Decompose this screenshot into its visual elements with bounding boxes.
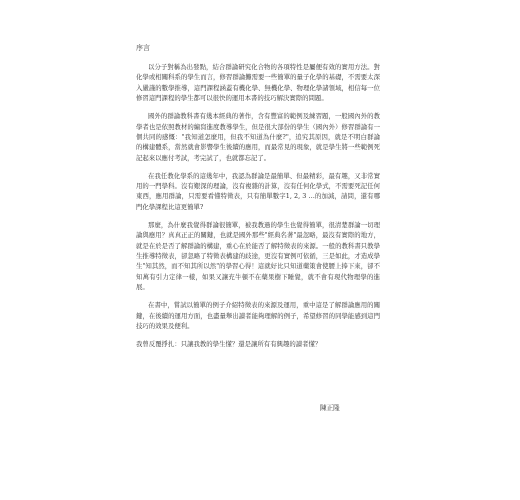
paragraph: 在書中，嘗試以簡單的例子介紹特徵表的來源及運用，重中這是了解群論應用的關鍵，在後續的運用方面，也盡量舉出讀者能夠理解的例子，希望修習的同學能感到這門技巧的效果及便利。 bbox=[136, 301, 380, 330]
paragraph: 國外的群論教科書有幾本經典的著作，含有豐富的範例及練習題，一般國內外的教學者也是依照教材的編寫進度教導學生，但是很大部份的學生（國內外）修習群論有一個共同的感慨："我知道怎麼用，但我不知道為什麼?"，追究其原因，就是不明白群論的構建體系，當然就會影響學生後續的應用，而最常見的現象，就是學生將一些範例死記起來以應付考試，考完試了，也就都忘記了。 bbox=[136, 112, 380, 162]
paragraph: 以分子對稱為出發點，結合群論研究化合物的各項特性是屬便有效的實用方法。對化學或相關科系的學生而言，修習群論攤需要一些簡單的量子化學的基礎，不需要太深入嚴謹的數學推導，這門課程涵蓋有機化學、無機化學、物理化學諸領域，相信每一位修習這門課程的學生都可以很快的運用本書的技巧解決實際的問題。 bbox=[136, 63, 380, 103]
preface-body bbox=[136, 62, 380, 357]
page-heading: 序言 bbox=[136, 44, 150, 52]
closing-line: 我曾反覆掙扎：只讓我教的學生懂？還是讓所有有興趣的讀者懂？ bbox=[136, 339, 322, 348]
paragraph: 在我任教化學系的這幾年中，我認為群論是最簡單、但最精彩，最有趣，又非常實用的一門學科。沒有艱深的理論，沒有複雜的計算，沒有任何化學式，不需要死記任何東西，應用群論，只需要看懂特徵表，只有簡單數字1, 2, 3 …的加減，請問，還有哪門化學課程比這更簡單? bbox=[136, 171, 380, 211]
author-signature: 陳正隆 bbox=[320, 404, 340, 412]
paragraph: 那麼，為什麼我覺得群論很簡單，被我教過的學生也覺得簡單，很清楚群論一切理論與應用？真真正正的關鍵，也就是國外那些"經典名著"最忽略，最沒有實際的地方，就是在於是否了解群論的構建，重心在於能否了解特徵表的來源。一般的教科書只教學生推導特徵表，卻忽略了特徵表構建的歧途，更沒有實例可依循，三是如此，才造成學生"知其然，而不知其所以然"的學習心得！這就好比只知道藥策會使腰上捧下來，卻不知萬有引力定律一樣，如果又讓充牛頓不在藥果樹下睡覺，就不會有現代物理學的進展。 bbox=[136, 220, 380, 292]
